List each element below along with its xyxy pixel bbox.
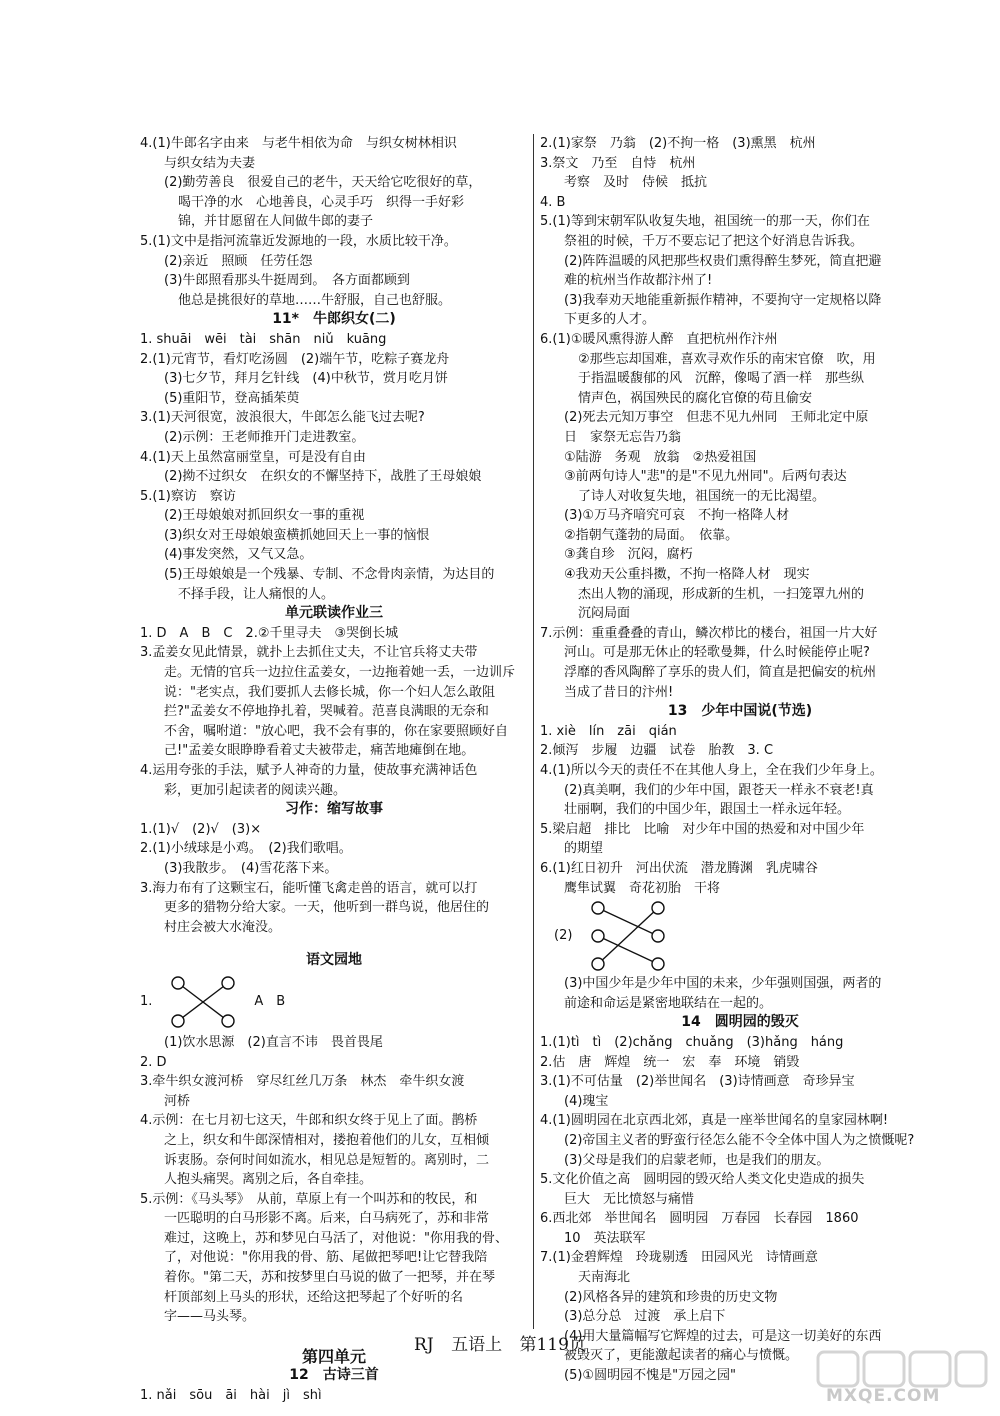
answer-line: (2)拗不过织女 在织女的不懈坚持下，战胜了王母娘娘 [164, 469, 482, 485]
answer-line: (5)①圆明园不愧是"万园之园" [564, 1368, 737, 1384]
answer-line: (2)示例：王老师推开门走进教室。 [164, 429, 365, 445]
answer-line: (3)①万马齐喑究可哀 不拘一格降人材 [564, 508, 790, 524]
answer-line: 着你。"第二天，苏和按梦里白马说的做了一把琴，并在琴 [164, 1270, 495, 1286]
answer-line: 6.(1)①暖风熏得游人醉 直把杭州作汴州 [540, 331, 778, 347]
answer-line: 5.示例：《马头琴》 从前，草原上有一个叫苏和的牧民，和 [140, 1191, 478, 1207]
answer-line: 壮丽啊，我们的中国少年，跟国土一样永远年轻。 [564, 802, 851, 818]
match-node [652, 958, 664, 970]
answer-line: 下更多的人才。 [564, 312, 656, 328]
answer-line: 5.(1)等到宋朝军队收复失地，祖国统一的那一天，你们在 [540, 214, 870, 230]
answer-line: (2)亲近 照顾 任劳任怨 [164, 253, 313, 269]
section-heading: 14 圆明园的毁灭 [681, 1014, 799, 1031]
diagram-row [540, 898, 940, 974]
answer-line: 之上，织女和牛郎深情相对，搂抱着他们的儿女，互相倾 [164, 1132, 490, 1148]
answer-line: 己!"孟姜女眼睁睁看着丈夫被带走，痛苦地瘫倒在地。 [164, 743, 475, 759]
answer-line: 2.(1)元宵节，看灯吃汤圆 (2)端午节，吃粽子赛龙舟 [140, 351, 450, 367]
answer-line: (3)中国少年是少年中国的未来，少年强则国强，两者的 [564, 976, 882, 992]
answer-line: 说："老实点，我们要抓人去修长城，你一个妇人怎么敢阻 [164, 684, 495, 700]
answer-line: 祭祖的时候，千万不要忘记了把这个好消息告诉我。 [564, 233, 864, 249]
answer-line: (2)帝国主义者的野蛮行径怎么能不令全体中国人为之愤慨呢? [564, 1132, 915, 1148]
diagram-label: 1. [140, 994, 153, 1010]
column-divider [533, 134, 534, 1329]
answer-line: (2)真美啊，我们的少年中国，跟苍天一样永不衰老!真 [564, 782, 874, 798]
answer-line: (2)王母娘娘对抓回织女一事的重视 [164, 508, 365, 524]
answer-line: 被毁灭了，更能激起读者的痛心与愤慨。 [564, 1348, 799, 1364]
answer-line: (1)饮水思源 (2)直言不讳 畏首畏尾 [164, 1034, 383, 1050]
answer-line: 不择手段，让人痛恨的人。 [178, 586, 335, 602]
match-line [598, 908, 658, 964]
answer-line: 杆顶部刻上马头的形状，还给这把琴起了个好听的名 [164, 1289, 464, 1305]
answer-line: 杰出人物的涌现，形成新的生机，一扫笼罩九州的 [578, 586, 865, 602]
answer-line: ③前两句诗人"悲"的是"不见九州同"。后两句表达 [564, 469, 847, 485]
answer-line: 1. shuāi wēi tài shān niǔ kuāng [140, 331, 387, 347]
answer-line: 当成了昔日的汴州! [564, 684, 674, 700]
answer-line: 考察 及时 侍候 抵抗 [564, 175, 708, 191]
match-node [592, 930, 604, 942]
section-heading: 12 古诗三首 [289, 1367, 379, 1384]
spacer [140, 937, 528, 951]
answer-line: 4.(1)牛郎名字由来 与老牛相依为命 与织女树林相识 [140, 136, 457, 151]
answer-line: ①陆游 务观 放翁 ②热爱祖国 [564, 449, 757, 465]
answer-line: 3.牵牛织女渡河桥 穿尽红丝几万条 林杰 牵牛织女渡 [140, 1074, 465, 1090]
answer-line: 彩，更加引起读者的阅读兴趣。 [164, 782, 347, 798]
match-node [652, 902, 664, 914]
answer-line: 1.(1)tì tì (2)chǎng chuǎng (3)hǎng háng [540, 1034, 844, 1050]
footer-title: 五语上 [451, 1335, 503, 1355]
answer-line: (3)父母是我们的启蒙老师，也是我们的朋友。 [564, 1152, 830, 1168]
answer-line: 喝干净的水 心地善良，心灵手巧 织得一手好彩 [178, 194, 465, 210]
answer-line: 6.(1)红日初升 河出伏流 潜龙腾渊 乳虎啸谷 [540, 860, 818, 876]
match-node [172, 1015, 184, 1027]
answer-line: 诉衷肠。奈何时间如流水，相见总是短暂的。离别时，二 [164, 1152, 490, 1168]
answer-line: 3.(1)不可估量 (2)举世闻名 (3)诗情画意 奇珍异宝 [540, 1074, 855, 1090]
answer-line: 更多的猎物分给大家。一天，他听到一群鸟说，他居住的 [164, 900, 490, 916]
answer-line: 走。无情的官兵一边拉住孟姜女，一边拖着她一丢，一边训斥 [164, 665, 516, 681]
answer-line: 人抱头痛哭。离别之后，各自牵挂。 [164, 1172, 373, 1188]
answer-line: 前途和命运是紧密地联结在一起的。 [564, 995, 773, 1011]
answer-line: (3)我散步。 (4)雪花落下来。 [164, 860, 338, 876]
answer-line: (3)七夕节，拜月乞针线 (4)中秋节，赏月吃月饼 [164, 371, 448, 387]
answer-line: 难过，这晚上，苏和梦见白马活了，对他说："你用我的骨、 [164, 1230, 508, 1246]
answer-line: 2.(1)小绒球是小鸡。 (2)我们歌唱。 [140, 841, 352, 857]
answer-line: 了诗人对收复失地，祖国统一的无比渴望。 [578, 488, 826, 504]
match-node [592, 958, 604, 970]
answer-line: 4.示例：在七月初七这天，牛郎和织女终于见上了面。鹊桥 [140, 1113, 478, 1129]
matching-diagram [588, 900, 668, 972]
answer-line: 沉闷局面 [578, 606, 631, 622]
answer-line: 不舍，嘱咐道："放心吧，我不会有事的，你在家要照顾好自 [164, 723, 508, 739]
answer-line: 4. B [540, 194, 566, 210]
answer-line: (4)事发突然，又气又急。 [164, 547, 313, 563]
answer-line: 锦，并甘愿留在人间做牛郎的妻子 [178, 214, 374, 230]
right-column [540, 134, 940, 1386]
section-heading: 习作：缩写故事 [285, 801, 383, 818]
diagram-label: (2) [554, 928, 573, 944]
answer-line: 2.估 唐 辉煌 统一 宏 奉 环境 销毁 [540, 1054, 800, 1070]
answer-line: 拦?"孟姜女不停地挣扎着，哭喊着。范喜良满眼的无奈和 [164, 704, 489, 720]
answer-line: (3)我奉劝天地能重新振作精神，不要拘守一定规格以降 [564, 292, 882, 308]
answer-line: 2.(1)家祭 乃翁 (2)不拘一格 (3)熏黑 杭州 [540, 136, 816, 151]
answer-line: 1. nǎi sōu āi hài jì shì [140, 1388, 322, 1404]
answer-line: 3.祭文 乃至 自恃 杭州 [540, 155, 696, 171]
section-heading: 语文园地 [306, 952, 362, 969]
answer-line: 与织女结为夫妻 [164, 155, 256, 171]
answer-line: (2)勤劳善良 很爱自己的老牛，天天给它吃很好的草， [164, 175, 482, 191]
unit-heading: 第四单元 [301, 1346, 366, 1366]
answer-line: 4.(1)圆明园在北京西北郊，真是一座举世闻名的皇家园林啊! [540, 1113, 889, 1129]
answer-line: 难的杭州当作故都汴州了! [564, 273, 713, 289]
answer-line: 于指温暖馥郁的风 沉醉，像喝了酒一样 那些纵 [578, 371, 865, 387]
watermark-text: MXQE.COM [826, 1386, 941, 1406]
answer-line: 6.西北郊 举世闻名 圆明园 万春园 长春园 1860 [540, 1211, 859, 1227]
answer-line: 2. D [140, 1054, 167, 1070]
answer-line: (3)织女对王母娘娘蛮横抓她回天上一事的恼恨 [164, 527, 430, 543]
answer-line: 一匹聪明的白马形影不离。后来，白马病死了，苏和非常 [164, 1211, 490, 1227]
answer-line: 1. xiè lín zāi qián [540, 723, 677, 739]
answer-line: 4.运用夸张的手法，赋予人神奇的力量，使故事充满神话色 [140, 763, 478, 778]
matching-diagram [168, 973, 238, 1031]
answer-line: ③龚自珍 沉闷，腐朽 [564, 547, 693, 563]
section-heading: 单元联读作业三 [285, 605, 383, 622]
answer-line: 4.(1)天上虽然富丽堂皇，可是没有自由 [140, 449, 366, 465]
match-node [222, 1015, 234, 1027]
section-heading: 11* 牛郎织女(二) [272, 311, 396, 328]
match-node [222, 977, 234, 989]
answer-line: 4.(1)所以今天的责任不在其他人身上，全在我们少年身上。 [540, 763, 883, 778]
match-line [598, 908, 658, 936]
match-line [598, 936, 658, 964]
answer-line: 浮靡的香风陶醉了享乐的贵人们，简直是把偏安的杭州 [564, 665, 877, 681]
diagram-row [140, 971, 528, 1033]
answer-line: 了，对他说："你用我的骨、筋、尾做把琴吧!让它替我陪 [164, 1250, 488, 1266]
answer-line: 1.(1)√ (2)√ (3)× [140, 821, 262, 837]
answer-line: 3.海力布有了这颗宝石，能听懂飞禽走兽的语言，就可以打 [140, 880, 478, 896]
answer-line: 1. D A B C 2.②千里寻夫 ③哭倒长城 [140, 625, 399, 641]
answer-line: 5.文化价值之高 圆明园的毁灭给人类文化史造成的损失 [540, 1172, 865, 1188]
answer-line: 2.倾泻 步履 边疆 试卷 胎教 3. C [540, 743, 774, 759]
answer-line: 河桥 [164, 1093, 191, 1109]
answer-line: 5.(1)文中是指河流靠近发源地的一段，水质比较干净。 [140, 233, 457, 249]
answer-line: 7.(1)金碧辉煌 玲珑剔透 田园风光 诗情画意 [540, 1250, 818, 1266]
answer-line: 5.(1)察访 察访 [140, 488, 236, 504]
left-column [140, 134, 528, 1406]
answer-line: (2)风格各异的建筑和珍贵的历史文物 [564, 1289, 778, 1305]
footer-code: RJ [414, 1335, 434, 1355]
answer-line: (4)用大量篇幅写它辉煌的过去，可是这一切美好的东西 [564, 1328, 882, 1344]
answer-line: 天南海北 [578, 1270, 631, 1286]
match-node [592, 902, 604, 914]
answer-line: (4)瑰宝 [564, 1093, 609, 1109]
answer-line: (2)死去元知万事空 但悲不见九州同 王师北定中原 [564, 410, 869, 426]
answer-line: 河山。可是那无休止的轻歌曼舞，什么时候能停止呢? [564, 645, 870, 661]
diagram-answer: A B [254, 994, 286, 1010]
answer-line: 情声色，祸国殃民的腐化官僚的苟且偷安 [578, 390, 813, 406]
answer-line: 村庄会被大水淹没。 [164, 919, 282, 935]
answer-line: 日 家祭无忘告乃翁 [564, 429, 682, 445]
match-node [172, 977, 184, 989]
answer-line: 7.示例：重重叠叠的青山，鳞次栉比的楼台，祖国一片大好 [540, 625, 878, 641]
answer-line: 巨大 无比愤怒与痛惜 [564, 1191, 695, 1207]
answer-line: (5)王母娘娘是一个残暴、专制、不念骨肉亲情，为达目的 [164, 567, 495, 583]
answer-line: ②那些忘却国难，喜欢寻欢作乐的南宋官僚 吹，用 [578, 351, 876, 367]
answer-line: (3)牛郎照看那头牛挺周到。 各方面都顾到 [164, 273, 410, 289]
answer-line: 3.(1)天河很宽，波浪很大，牛郎怎么能飞过去呢? [140, 410, 425, 426]
answer-line: 的期望 [564, 841, 604, 857]
answer-line: (5)重阳节，登高插茱萸 [164, 390, 300, 406]
answer-line: (2)阵阵温暖的风把那些权贵们熏得醉生梦死，简直把避 [564, 253, 882, 269]
answer-line: 他总是挑很好的草地……牛舒服，自己也舒服。 [178, 292, 452, 308]
answer-line: 10 英法联军 [564, 1230, 646, 1246]
footer-page: 第119页 [519, 1335, 586, 1355]
answer-line: (3)总分总 过渡 承上启下 [564, 1309, 726, 1325]
answer-line: 鹰隼试翼 奇花初胎 干将 [564, 880, 721, 896]
match-node [652, 930, 664, 942]
answer-line: 3.孟姜女见此情景，就扑上去抓住丈夫，不让官兵将丈夫带 [140, 645, 478, 661]
answer-line: ②指朝气蓬勃的局面。 依靠。 [564, 527, 739, 543]
answer-line: 5.梁启超 排比 比喻 对少年中国的热爱和对中国少年 [540, 821, 865, 837]
answer-line: ④我劝天公重抖擞，不拘一格降人材 现实 [564, 567, 810, 583]
answer-line: 字——马头琴。 [164, 1309, 256, 1325]
section-heading: 13 少年中国说(节选) [667, 703, 813, 720]
